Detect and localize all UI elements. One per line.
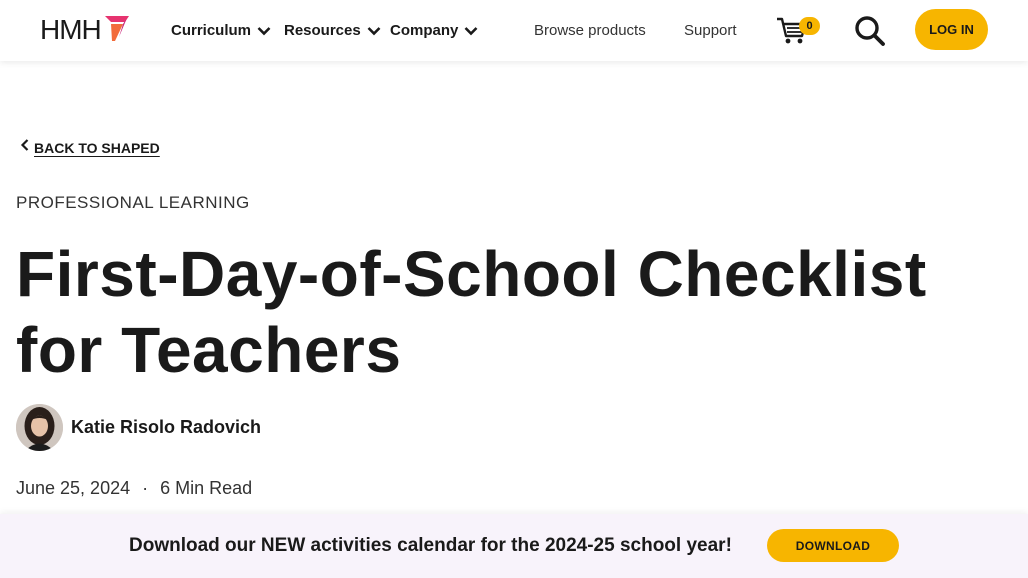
menu-company[interactable]	[390, 22, 478, 39]
menu-curriculum-label: Curriculum	[171, 22, 252, 39]
author-byline	[16, 404, 261, 451]
chevron-down-icon	[257, 26, 271, 36]
menu-company-wrap	[390, 0, 478, 61]
hmh-logo[interactable]	[40, 14, 131, 46]
download-button[interactable]: DOWNLOAD	[767, 529, 899, 562]
back-to-shaped-link[interactable]	[20, 138, 160, 157]
cart-count-badge: 0	[799, 17, 820, 35]
main-menu	[171, 0, 271, 61]
article-meta	[16, 478, 252, 499]
menu-company-label: Company	[390, 22, 459, 39]
support-link[interactable]: Support	[684, 22, 737, 39]
article-category[interactable]: PROFESSIONAL LEARNING	[16, 193, 250, 212]
log-in-button[interactable]: LOG IN	[915, 9, 988, 50]
chevron-down-icon	[464, 26, 478, 36]
read-time: 6 Min Read	[160, 478, 253, 498]
promo-banner	[0, 514, 1028, 578]
chevron-left-icon	[20, 138, 30, 157]
browse-products-link[interactable]: Browse products	[534, 22, 646, 39]
menu-resources[interactable]	[284, 22, 381, 39]
menu-resources-wrap	[284, 0, 381, 61]
menu-resources-label: Resources	[284, 22, 361, 39]
logo-mark-icon	[103, 13, 131, 48]
publish-date: June 25, 2024	[16, 478, 131, 498]
back-link-label: BACK TO SHAPED	[34, 139, 160, 156]
logo-text: HMH	[40, 14, 101, 45]
menu-curriculum[interactable]	[171, 22, 271, 39]
meta-separator: ·	[142, 478, 149, 498]
author-avatar	[16, 404, 63, 451]
search-icon[interactable]	[853, 14, 887, 48]
article-title: First-Day-of-School Checklist for Teachers	[16, 238, 927, 386]
author-name-link[interactable]: Katie Risolo Radovich	[71, 417, 262, 437]
chevron-down-icon	[367, 26, 381, 36]
top-navigation	[0, 0, 1028, 61]
promo-banner-text: Download our NEW activities calendar for the 2024-25 school year!	[129, 535, 732, 556]
